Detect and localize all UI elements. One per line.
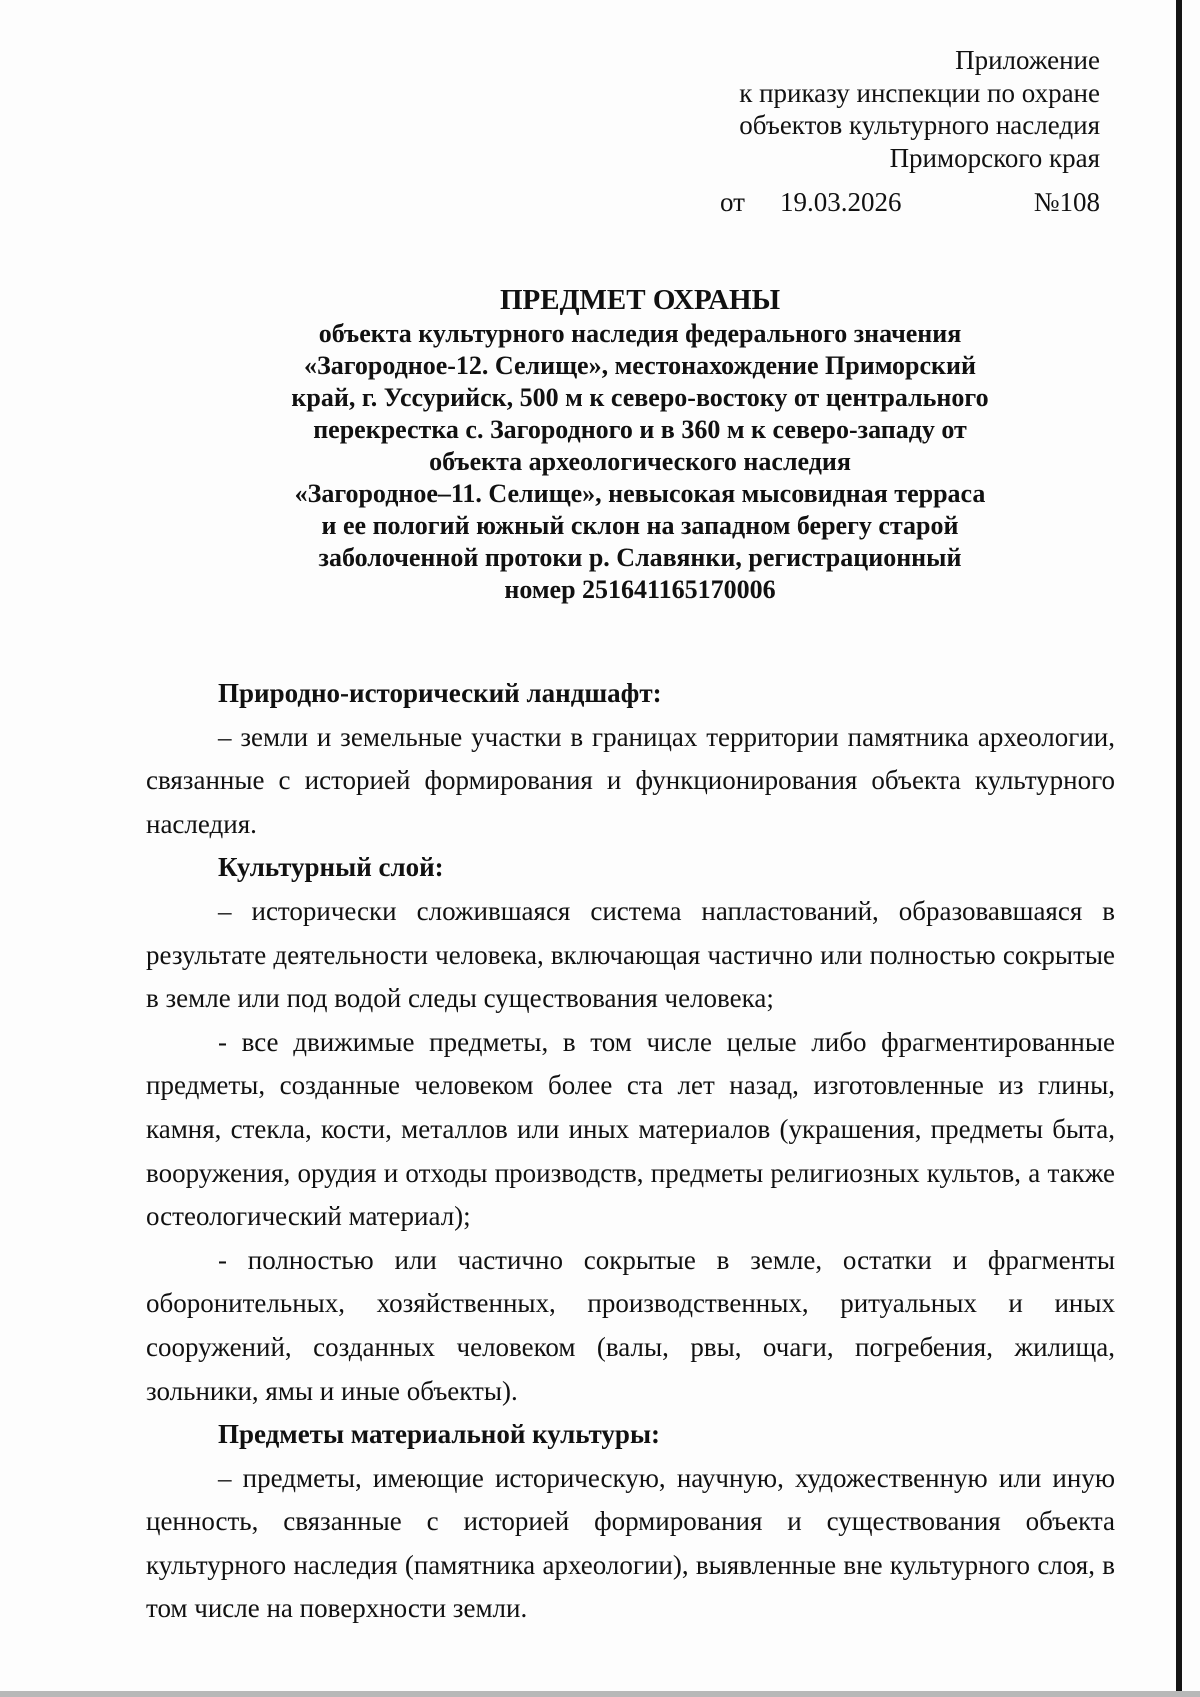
scan-edge-right: [1176, 0, 1182, 1697]
subtitle-line: край, г. Уссурийск, 500 м к северо-востоку от центрального: [291, 383, 989, 412]
order-date: 19.03.2026: [780, 187, 902, 217]
subtitle-line: объекта археологического наследия: [429, 447, 851, 476]
document-title: ПРЕДМЕТ ОХРАНЫ: [499, 284, 781, 316]
subtitle-line: «Загородное–11. Селище», невысокая мысовидная терраса: [294, 479, 986, 508]
subtitle-line: перекрестка с. Загородного и в 360 м к северо-западу от: [313, 415, 967, 444]
cultural-layer-item: - полностью или частично сокрытые в земле, остатки и фрагменты оборонительных, хозяйственных, производственных, ритуальных и иных сооружений, созданных человеком (валы, рвы, очаги, погребения, жилища, зольники, ямы и иные объекты).: [146, 1244, 1115, 1406]
subtitle-line: «Загородное-12. Селище», местонахождение Приморский: [303, 351, 976, 380]
landscape-item: – земли и земельные участки в границах территории памятника археологии, связанные с историей формирования и функционирования объекта культурного наследия.: [146, 721, 1115, 839]
appendix-line: Приморского края: [889, 142, 1100, 173]
subtitle-line: заболоченной протоки р. Славянки, регистрационный: [318, 543, 962, 572]
order-number: №108: [1033, 187, 1100, 217]
subtitle-line: объекта культурного наследия федерального значения: [318, 319, 962, 348]
section-heading-landscape: Природно-исторический ландшафт:: [218, 678, 662, 708]
section-heading-cultural-layer: Культурный слой:: [218, 852, 444, 883]
subtitle-line: и ее пологий южный склон на западном берегу старой: [321, 511, 959, 540]
order-prefix: от: [720, 187, 745, 217]
appendix-line: Приложение: [955, 45, 1100, 75]
subtitle-line: номер 251641165170006: [504, 575, 776, 604]
appendix-line: к приказу инспекции по охране: [739, 77, 1100, 108]
cultural-layer-item: - все движимые предметы, в том числе целые либо фрагментированные предметы, созданные человеком более ста лет назад, изготовленные из глины, камня, стекла, кости, металлов или иных материалов (украшения, предметы быта, вооружения, орудия и отходы производств, предметы религиозных культов, а также остеологический материал);: [146, 1026, 1115, 1232]
appendix-line: объектов культурного наследия: [739, 110, 1100, 140]
scan-edge-bottom: [0, 1691, 1200, 1697]
appendix-block: [580, 44, 1100, 174]
document-body: [146, 672, 1115, 1631]
material-culture-item: – предметы, имеющие историческую, научную, художественную или иную ценность, связанные с историей формирования и существования объекта культурного наследия (памятника археологии), выявленные вне культурного слоя, в том числе на поверхности земли.: [146, 1462, 1115, 1624]
document-title-block: [150, 282, 1130, 606]
section-heading-material-culture: Предметы материальной культуры:: [218, 1419, 661, 1450]
cultural-layer-item: – исторически сложившаяся система напластований, образовавшаяся в результате деятельности человека, включающая частично или полностью сокрытые в земле или под водой следы существования человека;: [146, 895, 1115, 1014]
